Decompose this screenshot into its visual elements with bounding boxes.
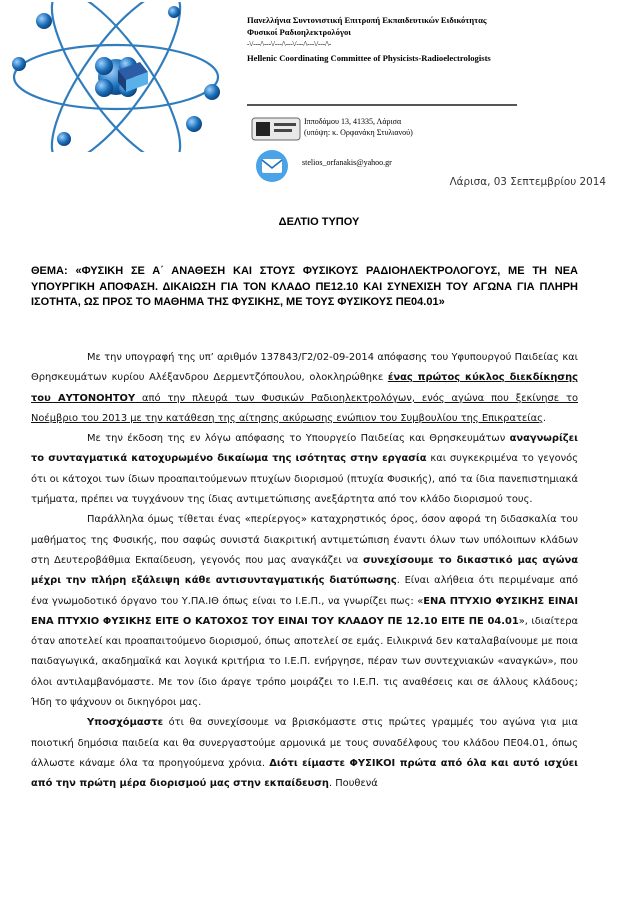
p2-text-1: Με την έκδοση της εν λόγω απόφασης το Υπουργείο Παιδείας και Θρησκευμάτων bbox=[87, 433, 510, 445]
p3-text-1: Παράλληλα όμως τίθεται ένας «περίεργος» καταχρηστικός όρος, όσον αφορά τη διδασκαλία του μαθήματος της Φυσικής, που σαφώς συνιστά διακριτική αντιμετώπιση έναντι όλων των υπόλοιπων κλάδων στη Δευτεροβάθμια Εκπαίδευση, γεγονός που μας αναγκάζει να bbox=[31, 514, 578, 566]
p3-text-2: . Είναι αλήθεια ότι περιμέναμε από ένα γνωμοδοτικό όργανο του Υ.ΠΑ.ΙΘ όπως είναι το Ι.Ε.Π., να γνωρίζει πως: « bbox=[31, 575, 579, 607]
p1-text-end: . bbox=[542, 412, 547, 424]
paragraph-3 bbox=[31, 510, 578, 713]
atom-logo-icon bbox=[4, 2, 229, 152]
p4-text-1: ότι θα συνεχίσουμε να βρισκόμαστε στις πρώτες γραμμές του αγώνα για μια ποιοτική δημόσια παιδεία και θα συνεργαστούμε αρμονικά με τους συναδέλφους του κλάδου ΠΕ04.01, όπως άλλωστε κάναμε όλα τα προηγούμενα χρόνια. bbox=[31, 717, 578, 769]
email-address[interactable]: stelios_orfanakis@yahoo.gr bbox=[302, 158, 392, 167]
org-english-name: Hellenic Coordinating Committee of Physicists-Radioelectrologists bbox=[247, 53, 491, 63]
paragraph-2 bbox=[31, 429, 578, 510]
org-greek-subtitle: Φυσικοί Ραδιοηλεκτρολόγοι bbox=[247, 27, 351, 37]
p3-text-3: », ιδιαίτερα όταν αποτελεί και προαπαιτούμενο διορισμού, όπως αποτελεί σε εμάς. Ειλικρινά δεν καταλαβαίνουμε με ποια παιδαγωγικά, ακαδημαϊκά και λογικά κριτήρια το Ι.Ε.Π. ενήργησε, πέραν των συντεχνιακών «αναγκών», που όλοι αντιλαμβανόμαστε. Με τον ίδιο άραγε τρόπο μοιράζει το Ι.Ε.Π. τις αναθέσεις και σε άλλους κλάδους; Ήδη το ψάχνουν οι δικηγόροι μας. bbox=[31, 615, 578, 709]
paragraph-1 bbox=[31, 348, 578, 429]
p2-emphasis: αναγνωρίζει το συνταγματικά κατοχυρωμένο δικαίωμα της ισότητας στην εργασία bbox=[31, 433, 578, 465]
p1-emphasis: ένας πρώτος κύκλος διεκδίκησης του ΑΥΤΟΝΟΗΤΟΥ bbox=[31, 372, 578, 404]
contact-card-icon bbox=[248, 112, 308, 146]
subject-text: «ΦΥΣΙΚΗ ΣΕ Α΄ ΑΝΑΘΕΣΗ ΚΑΙ ΣΤΟΥΣ ΦΥΣΙΚΟΥΣ ΡΑΔΙΟΗΛΕΚΤΡΟΛΟΓΟΥΣ, ΜΕ ΤΗ ΝΕΑ ΥΠΟΥΡΓΙΚΗ ΑΠΟΦΑΣΗ. ΔΙΚΑΙΩΣΗ ΓΙΑ ΤΟΝ ΚΛΑΔΟ ΠΕ12.10 ΚΑΙ ΣΥΝΕΧΙΣΗ ΤΟΥ ΑΓΩΝΑ ΓΙΑ ΠΛΗΡΗ ΙΣΟΤΗΤΑ, ΩΣ ΠΡΟΣ ΤΟ ΜΑΘΗΜΑ ΤΗΣ ΦΥΣΙΚΗΣ, ΜΕ ΤΟΥΣ ΦΥΣΙΚΟΥΣ ΠΕ04.01» bbox=[31, 265, 578, 309]
org-greek-name: Πανελλήνια Συντονιστική Επιτροπή Εκπαιδευτικών Ειδικότητας bbox=[247, 15, 487, 25]
document-title: ΔΕΛΤΙΟ ΤΥΠΟΥ bbox=[278, 216, 360, 228]
p4-emphasis-2: Διότι είμαστε ΦΥΣΙΚΟΙ πρώτα από όλα και αυτό ισχύει από την πρώτη μέρα διορισμού μας στην εκπαίδευση bbox=[31, 757, 578, 790]
p2-text-2: και συγκεκριμένα το γεγονός ότι οι κάτοχοι των ίδιων προαπαιτούμενων πτυχίων διορισμού (πτυχία Φυσικής), από τα ίδια πανεπιστημιακά τμήματα, πρέπει να τυγχάνουν της ίδιας αντιμετώπισης ανεξάρτητα από τον κλάδο διορισμού τους. bbox=[31, 453, 578, 506]
header-divider bbox=[247, 104, 517, 106]
p4-text-2: . Πουθενά bbox=[328, 778, 378, 790]
p1-underlined: από την πλευρά των Φυσικών Ραδιοηλεκτρολόγων, ενός αγώνα που ξεκίνησε το Νοέμβριο του 2013 με την κατάθεση της αίτησης ακύρωσης ενώπιον του Συμβουλίου της Επικρατείας bbox=[31, 392, 578, 424]
p3-emphasis-1: συνεχίσουμε το δικαστικό μας αγώνα μέχρι την πλήρη εξάλειψη κάθε αντισυνταγματικής διατύπωσης bbox=[31, 554, 578, 587]
organization-header bbox=[247, 14, 577, 64]
email-icon bbox=[252, 146, 292, 186]
subject-prefix: ΘΕΜΑ: bbox=[31, 265, 68, 277]
subject-block bbox=[31, 264, 578, 311]
address-line-2: (υπόψη: κ. Ορφανάκη Στυλιανού) bbox=[304, 128, 413, 137]
p3-emphasis-2: ΕΝΑ ΠΤΥΧΙΟ ΦΥΣΙΚΗΣ ΕΙΝΑΙ ΕΝΑ ΠΤΥΧΙΟ ΦΥΣΙΚΗΣ ΕΙΤΕ Ο ΚΑΤΟΧΟΣ ΤΟΥ ΕΙΝΑΙ ΤΟΥ ΚΛΑΔΟΥ ΠΕ 12.10 ΕΙΤΕ ΠΕ 04.01 bbox=[31, 595, 578, 627]
p4-emphasis-1: Υποσχόμαστε bbox=[87, 717, 164, 729]
paragraph-4 bbox=[31, 713, 578, 794]
address-line-1: Ιπποδάμου 13, 41335, Λάρισα bbox=[304, 117, 402, 126]
postal-address bbox=[304, 116, 413, 138]
body-text bbox=[31, 348, 578, 795]
p1-text-1: Με την υπογραφή της υπ’ αριθμόν 137843/Γ2/02-09-2014 απόφασης του Υφυπουργού Παιδείας και Θρησκευμάτων κυρίου Αλέξανδρου Δερμεντζόπουλου, ολοκληρώθηκε bbox=[31, 352, 578, 384]
document-date: Λάρισα, 03 Σεπτεμβρίου 2014 bbox=[449, 176, 606, 188]
decorative-dash-line: -\/---/\---\/---/\---\/---/\---\/---/\- bbox=[247, 39, 332, 48]
